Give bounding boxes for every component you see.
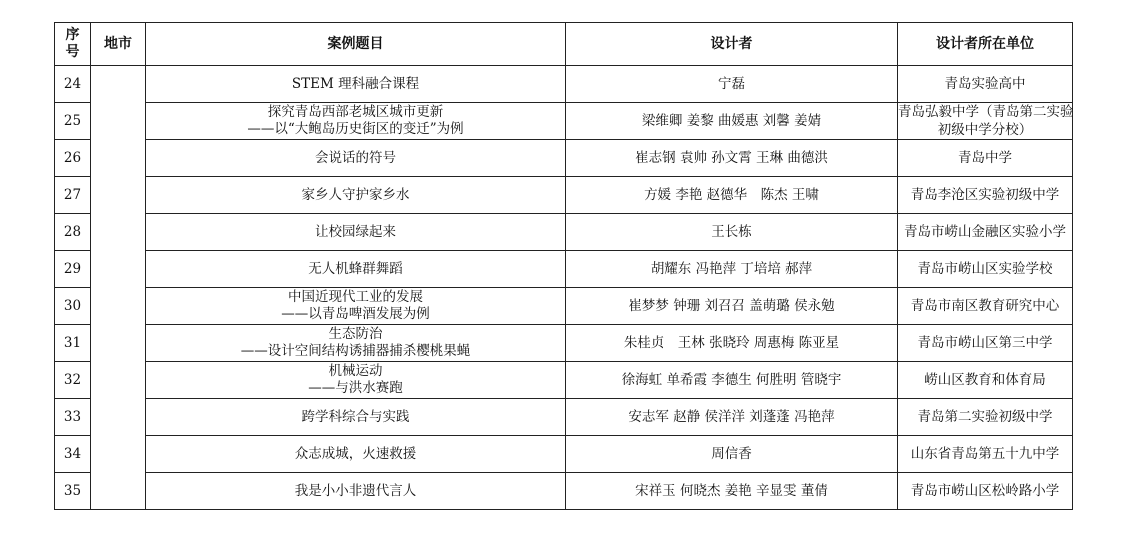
table-row [55,177,1073,214]
cell-designer: 宋祥玉 何晓杰 姜艳 辛显雯 董倩 [566,473,898,510]
unit-line1: 青岛市崂山区第三中学 [917,335,1053,351]
unit-line1: 崂山区教育和体育局 [924,372,1046,388]
cell-title [146,436,566,473]
table-row [55,103,1073,140]
cell-title [146,288,566,325]
table-header-row [55,23,1073,66]
cell-seq: 34 [55,436,91,473]
title-line1: 跨学科综合与实践 [301,408,410,425]
cell-designer: 周信香 [566,436,898,473]
title-line1: 中国近现代工业的发展 [288,289,423,305]
cell-unit [898,288,1073,325]
unit-line1: 青岛市崂山金融区实验小学 [904,224,1066,240]
header-seq-line2: 号 [65,44,80,60]
title-line2: ——以青岛啤酒发展为例 [281,306,430,322]
cell-title [146,325,566,362]
cell-title [146,399,566,436]
title-line1: 无人机蜂群舞蹈 [308,260,403,277]
cell-designer: 安志军 赵静 侯洋洋 刘蓬蓬 冯艳萍 [566,399,898,436]
title-line1: 探究青岛西部老城区城市更新 [267,104,444,120]
title-line1: 众志成城，火速救援 [294,445,417,462]
cell-unit [898,214,1073,251]
unit-line1: 青岛中学 [958,150,1012,166]
table-row [55,473,1073,510]
cell-designer: 梁维卿 姜黎 曲媛惠 刘馨 姜婧 [566,103,898,140]
header-designer: 设计者 [566,23,898,66]
cell-unit [898,103,1073,140]
header-city: 地市 [91,23,146,66]
table-row [55,325,1073,362]
header-unit: 设计者所在单位 [898,23,1073,66]
unit-line1: 青岛实验高中 [944,76,1026,92]
title-line1: 我是小小非遗代言人 [294,482,417,499]
cell-unit [898,362,1073,399]
case-table [54,22,1073,510]
unit-line1: 青岛李沧区实验初级中学 [910,187,1060,203]
cell-title [146,140,566,177]
table-row [55,362,1073,399]
title-line1: 家乡人守护家乡水 [301,186,410,203]
title-line1: STEM 理科融合课程 [291,75,420,92]
cell-seq: 32 [55,362,91,399]
cell-designer: 方媛 李艳 赵德华 陈杰 王啸 [566,177,898,214]
unit-line1: 青岛第二实验初级中学 [917,409,1053,425]
cell-title [146,177,566,214]
cell-unit [898,436,1073,473]
table-row [55,251,1073,288]
table-row [55,66,1073,103]
table-row [55,288,1073,325]
cell-designer: 胡耀东 冯艳萍 丁培培 郝萍 [566,251,898,288]
unit-line1: 青岛市崂山区松岭路小学 [910,483,1060,499]
cell-designer: 崔志钢 袁帅 孙文霄 王琳 曲德洪 [566,140,898,177]
cell-seq: 24 [55,66,91,103]
cell-title [146,362,566,399]
cell-designer: 徐海虹 单希霞 李德生 何胜明 管晓宇 [566,362,898,399]
header-seq [55,23,91,66]
table-row [55,140,1073,177]
cell-designer: 宁磊 [566,66,898,103]
cell-title [146,66,566,103]
cell-seq: 31 [55,325,91,362]
unit-line2: 初级中学分校） [937,122,1033,138]
cell-designer: 朱桂贞 王林 张晓玲 周惠梅 陈亚星 [566,325,898,362]
cell-seq: 30 [55,288,91,325]
cell-title [146,251,566,288]
title-line1: 会说话的符号 [315,149,396,166]
unit-line1: 青岛市崂山区实验学校 [917,261,1053,277]
cell-seq: 29 [55,251,91,288]
cell-title [146,103,566,140]
cell-unit [898,140,1073,177]
cell-seq: 27 [55,177,91,214]
title-line2: ——以“大鲍岛历史街区的变迁”为例 [247,121,464,137]
cell-unit [898,473,1073,510]
cell-designer: 崔梦梦 钟珊 刘召召 盖萌璐 侯永勉 [566,288,898,325]
case-table-container [54,22,1072,510]
table-row [55,436,1073,473]
cell-seq: 25 [55,103,91,140]
cell-unit [898,325,1073,362]
cell-unit [898,399,1073,436]
cell-unit [898,251,1073,288]
header-seq-line1: 序 [65,27,80,43]
unit-line1: 山东省青岛第五十九中学 [910,446,1060,462]
title-line1: 生态防治 [328,326,383,342]
title-line2: ——与洪水赛跑 [308,380,403,396]
cell-title [146,473,566,510]
cell-designer: 王长栋 [566,214,898,251]
title-line1: 机械运动 [328,363,383,379]
cell-city [91,66,146,510]
cell-unit [898,66,1073,103]
cell-unit [898,177,1073,214]
cell-title [146,214,566,251]
cell-seq: 26 [55,140,91,177]
cell-seq: 35 [55,473,91,510]
header-title: 案例题目 [146,23,566,66]
cell-seq: 33 [55,399,91,436]
table-row [55,214,1073,251]
title-line1: 让校园绿起来 [315,223,396,240]
table-row [55,399,1073,436]
unit-line1: 青岛市南区教育研究中心 [910,298,1060,314]
title-line2: ——设计空间结构诱捕器捕杀樱桃果蝇 [240,343,471,359]
unit-line1: 青岛弘毅中学（青岛第二实验 [898,104,1074,120]
cell-seq: 28 [55,214,91,251]
